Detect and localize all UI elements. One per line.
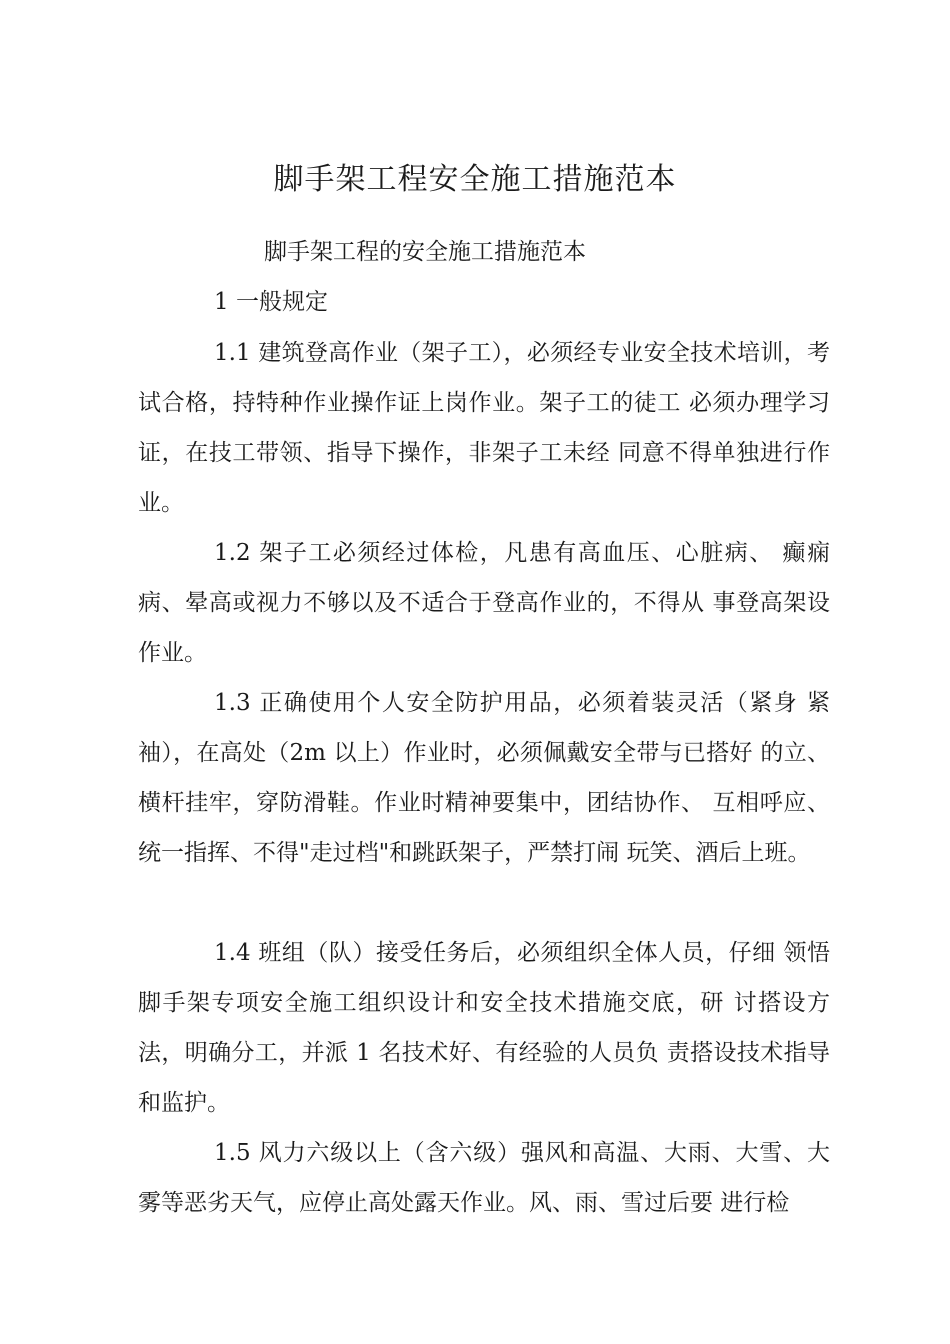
paragraph-1-2: 1.2 架子工必须经过体检，凡患有高血压、心脏病、 癫痫病、晕高或视力不够以及不适合于登高作业的，不得从 事登高架设作业。 xyxy=(138,540,830,666)
paragraph-1-3: 1.3 正确使用个人安全防护用品，必须着装灵活（紧身 紧袖），在高处（2m 以上）作业时，必须佩戴安全带与已搭好 的立、横杆挂牢，穿防滑鞋。作业时精神要集中，团结协作、 互相呼应、统一指挥、不得"走过档"和跳跃架子，严禁打闹 玩笑、酒后上班。 xyxy=(138,690,830,866)
paragraph-1-5: 1.5 风力六级以上（含六级）强风和高温、大雨、大雪、大雾等恶劣天气，应停止高处露天作业。风、雨、雪过后要 进行检 xyxy=(138,1140,830,1216)
section-heading: 1 一般规定 xyxy=(214,289,328,315)
paragraph-1-4: 1.4 班组（队）接受任务后，必须组织全体人员，仔细 领悟脚手架专项安全施工组织设计和安全技术措施交底，研 讨搭设方法，明确分工，并派 1 名技术好、有经验的人员负 责搭设技术指导和监护。 xyxy=(138,940,830,1116)
document-title: 脚手架工程安全施工措施范本 xyxy=(273,162,677,197)
document-subtitle: 脚手架工程的安全施工措施范本 xyxy=(264,239,586,265)
paragraph-1-1: 1.1 建筑登高作业（架子工），必须经专业安全技术培训，考试合格，持特种作业操作证上岗作业。架子工的徒工 必须办理学习证，在技工带领、指导下操作，非架子工未经 同意不得单独进行作业。 xyxy=(138,340,830,516)
